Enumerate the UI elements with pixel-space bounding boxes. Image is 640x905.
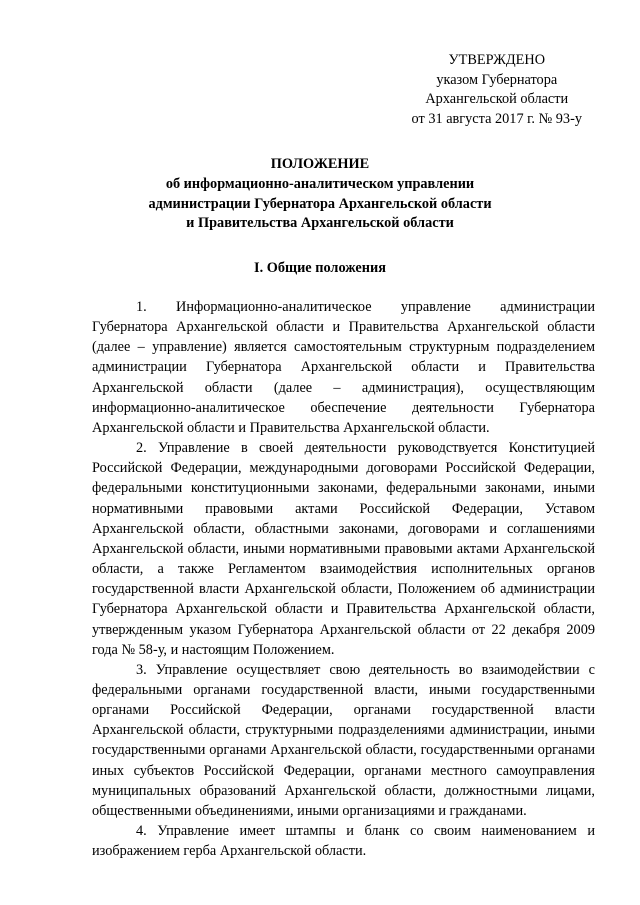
document-title [0, 155, 640, 234]
paragraph-3: 3. Управление осуществляет свою деятельность во взаимодействии с федеральными органами государственной власти, иными государственными органами Российской Федерации, органами государственной власти Архангельской области, структурными подразделениями администрации, иными государственными органами Архангельской области, государственными органами иных субъектов Российской Федерации, органами местного самоуправления муниципальных образований Архангельской области, должностными лицами, общественными объединениями, иными организациями и гражданами. [92, 661, 595, 819]
title-line-3: и Правительства Архангельской области [186, 215, 454, 232]
title-heading: ПОЛОЖЕНИЕ [270, 156, 370, 172]
approval-line-3: Архангельской области [425, 91, 569, 107]
paragraph-2: 2. Управление в своей деятельности руководствуется Конституцией Российской Федерации, международными договорами Российской Федерации, федеральными конституционными законами, федеральными законами, иными нормативными правовыми актами Российской Федерации, Уставом Архангельской области, областными законами, договорами и соглашениями Архангельской области, иными нормативными правовыми актами Архангельской области, а также Регламентом взаимодействия исполнительных органов государственной власти Архангельской области, Положением об администрации Губернатора Архангельской области и Правительства Архангельской области, утвержденным указом Губернатора Архангельской области от 22 декабря 2009 года № 58-у, и настоящим Положением. [92, 440, 595, 658]
approval-line-2: указом Губернатора [436, 71, 558, 88]
title-line-1: об информационно-аналитическом управлении [165, 175, 475, 192]
approval-line-1: УТВЕРЖДЕНО [448, 52, 546, 68]
document-body [92, 297, 595, 861]
section-heading: I. Общие положения [254, 260, 386, 276]
title-line-2: администрации Губернатора Архангельской области [148, 195, 492, 212]
approval-stamp [412, 51, 582, 129]
paragraph-4: 4. Управление имеет штампы и бланк со своим наименованием и изображением герба Архангельской области. [92, 823, 595, 860]
approval-line-4: от 31 августа 2017 г. № 93-у [411, 110, 582, 127]
paragraph-1: 1. Информационно-аналитическое управление администрации Губернатора Архангельской области и Правительства Архангельской области (далее – управление) является самостоятельным структурным подразделением администрации Губернатора Архангельской области и Правительства Архангельской области (далее – администрация), осуществляющим информационно-аналитическое обеспечение деятельности Губернатора Архангельской области и Правительства Архангельской области. [92, 299, 595, 436]
